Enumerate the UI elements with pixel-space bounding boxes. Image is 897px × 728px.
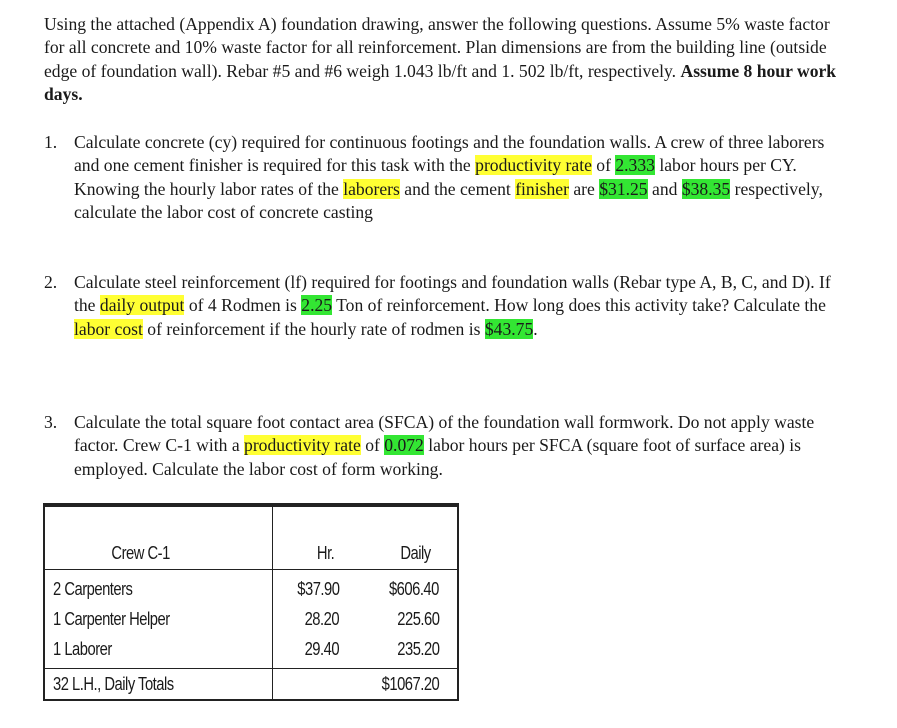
question-body (74, 271, 844, 341)
table-row-divider (45, 569, 457, 570)
question-text: Calculate concrete (cy) required for continuous footings and the foundation walls. A crew of three laborers and one cement finisher is required for this task with the (74, 132, 825, 176)
highlight-green: 0.072 (384, 435, 424, 456)
daily-total-value: $1067.20 (381, 674, 439, 694)
highlight-yellow: laborers (343, 178, 400, 199)
question-body (74, 411, 844, 481)
highlight-yellow: productivity rate (244, 435, 361, 456)
crew-member: 2 Carpenters (53, 579, 133, 599)
crew-member: 1 Laborer (53, 639, 112, 659)
hourly-header: Hr. (316, 543, 335, 563)
question-text: Ton of reinforcement. How long does this activity take? Calculate the (332, 295, 826, 316)
table-column-divider (272, 507, 273, 699)
table-row-divider (45, 668, 457, 669)
question-2 (44, 271, 844, 341)
question-body (74, 131, 844, 225)
hourly-rate: 29.40 (304, 639, 339, 659)
hourly-rate: 28.20 (304, 609, 339, 629)
question-text: labor hours per CY. Knowing the hourly labor rates of the (74, 155, 797, 199)
question-text: of reinforcement if the hourly rate of rodmen is (142, 318, 485, 339)
daily-cost: 235.20 (396, 639, 439, 659)
highlight-green: $38.35 (681, 178, 731, 199)
intro-text: Using the attached (Appendix A) foundation drawing, answer the following questions. Assume 5% waste factor for all concrete and 10% waste factor for all reinforcement. Plan dimensions are from the building line (outside edge of foundation wall). Rebar #5 and #6 weigh 1.043 lb/ft and 1. 502 lb/ft, respectively. (44, 14, 830, 81)
intro-bold-text: Assume 8 hour work days. (44, 60, 837, 105)
question-text: of (591, 155, 616, 176)
daily-totals-label: 32 L.H., Daily Totals (53, 674, 174, 694)
question-number: 1. (44, 132, 58, 152)
question-number: 3. (44, 412, 58, 432)
question-number: 2. (44, 272, 58, 292)
daily-header: Daily (400, 543, 431, 563)
crew-member: 1 Carpenter Helper (53, 609, 170, 629)
highlight-green: 2.25 (301, 295, 333, 316)
question-text: are (568, 178, 600, 199)
daily-cost: $606.40 (389, 579, 439, 599)
highlight-yellow: productivity rate (475, 155, 592, 176)
highlight-green: $43.75 (484, 318, 534, 339)
question-text: labor hours per SFCA (square foot of surface area) is employed. Calculate the labor cost of form working. (74, 435, 802, 479)
question-text: Calculate the total square foot contact area (SFCA) of the foundation wall formwork. Do not apply waste factor. Crew C-1 with a (74, 412, 815, 456)
highlight-yellow: daily output (99, 295, 185, 316)
question-text: of 4 Rodmen is (184, 295, 302, 316)
question-text: respectively, calculate the labor cost of concrete casting (74, 178, 823, 223)
highlight-yellow: labor cost (74, 318, 143, 339)
question-text: of (360, 435, 385, 456)
question-text: Calculate steel reinforcement (lf) required for footings and foundation walls (Rebar type A, B, C, and D). If the (74, 272, 831, 316)
question-1 (44, 131, 844, 225)
question-3 (44, 411, 844, 481)
crew-header: Crew C-1 (111, 543, 170, 563)
highlight-yellow: finisher (515, 178, 569, 199)
hourly-rate: $37.90 (296, 579, 339, 599)
highlight-green: 2.333 (615, 155, 655, 176)
question-text: . (533, 318, 538, 339)
crew-table (43, 503, 459, 701)
highlight-green: $31.25 (599, 178, 648, 199)
intro-paragraph (44, 13, 844, 107)
question-text: and (647, 178, 682, 199)
question-text: and the cement (399, 178, 516, 199)
daily-cost: 225.60 (396, 609, 439, 629)
